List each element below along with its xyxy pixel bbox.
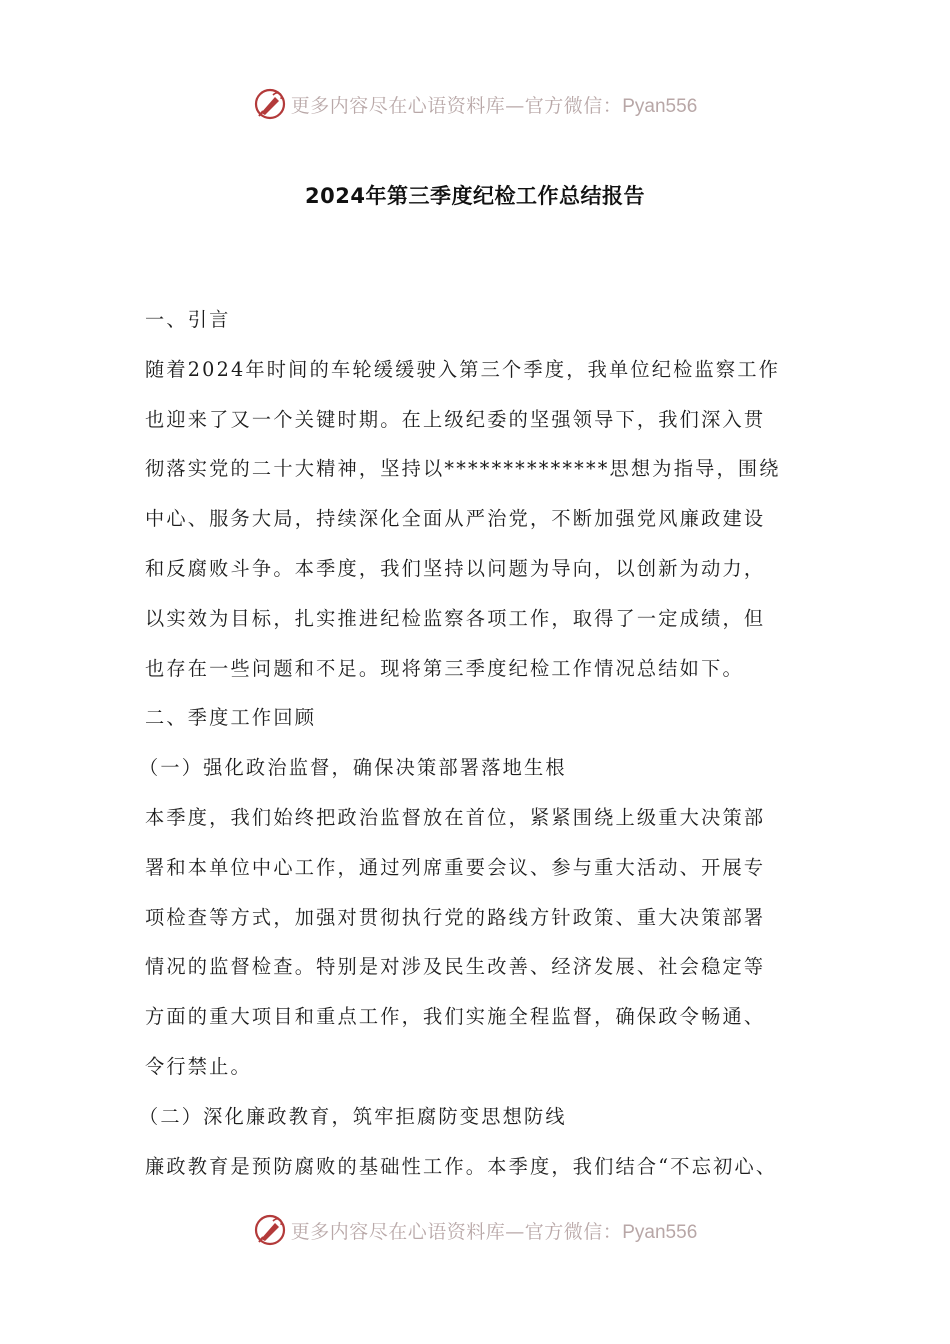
subsection-heading: （二）深化廉政教育，筑牢拒腐防变思想防线	[139, 1104, 567, 1128]
section-heading: 二、季度工作回顾	[145, 706, 317, 730]
paragraph-line: 随着2024年时间的车轮缓缓驶入第三个季度，我单位纪检监察工作	[145, 357, 781, 381]
section-heading: 一、引言	[145, 308, 231, 331]
paragraph-line: 彻落实党的二十大精神，坚持以**************思想为指导，围绕	[145, 457, 781, 481]
paragraph-line: 令行禁止。	[145, 1054, 252, 1078]
pen-nib-circle-icon	[253, 1213, 287, 1247]
paragraph-line: 本季度，我们始终把政治监督放在首位，紧紧围绕上级重大决策部	[145, 805, 766, 829]
paragraph-line: 中心、服务大局，持续深化全面从严治党，不断加强党风廉政建设	[145, 507, 766, 531]
paragraph-line: 以实效为目标，扎实推进纪检监察各项工作，取得了一定成绩，但	[145, 606, 766, 630]
watermark-wechat-id: Pyan556	[622, 95, 698, 117]
watermark-header	[0, 84, 950, 124]
watermark-text: 更多内容尽在心语资料库—官方微信：Pyan556	[290, 1220, 698, 1243]
subsection-heading: （一）强化政治监督，确保决策部署落地生根	[139, 756, 567, 780]
paragraph-line: 项检查等方式，加强对贯彻执行党的路线方针政策、重大决策部署	[145, 905, 766, 929]
watermark-wechat-id: Pyan556	[622, 1221, 698, 1243]
paragraph-line: 也存在一些问题和不足。现将第三季度纪检工作情况总结如下。	[145, 656, 744, 680]
paragraph-line: 也迎来了又一个关键时期。在上级纪委的坚强领导下，我们深入贯	[145, 407, 766, 431]
document-title: 2024年第三季度纪检工作总结报告	[305, 184, 645, 208]
document-body	[139, 295, 807, 1191]
pen-nib-circle-icon	[253, 87, 287, 121]
paragraph-line: 情况的监督检查。特别是对涉及民生改善、经济发展、社会稳定等	[145, 955, 766, 979]
paragraph-line: 署和本单位中心工作，通过列席重要会议、参与重大活动、开展专	[145, 855, 766, 879]
watermark-text: 更多内容尽在心语资料库—官方微信：Pyan556	[290, 94, 698, 117]
paragraph-line: 方面的重大项目和重点工作，我们实施全程监督，确保政令畅通、	[145, 1005, 766, 1029]
watermark-footer	[0, 1210, 950, 1250]
paragraph-line: 和反腐败斗争。本季度，我们坚持以问题为导向，以创新为动力，	[145, 556, 766, 580]
paragraph-line: 廉政教育是预防腐败的基础性工作。本季度，我们结合“不忘初心、	[145, 1154, 778, 1178]
